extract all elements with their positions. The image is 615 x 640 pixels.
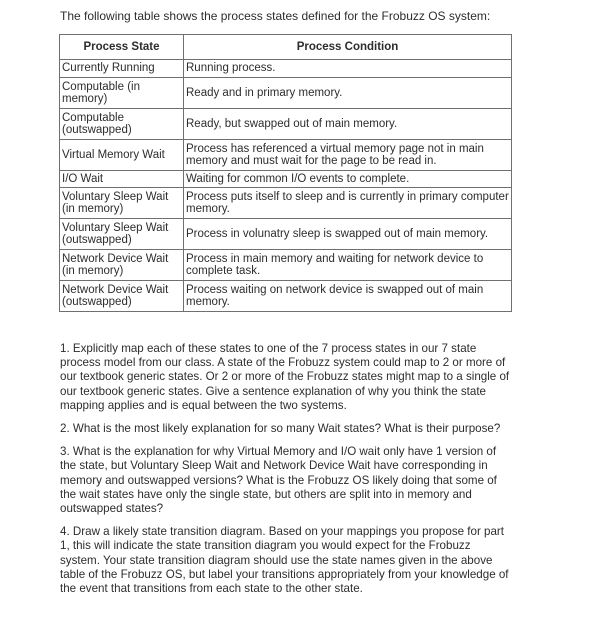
header-process-state: Process State bbox=[60, 35, 184, 60]
table-row bbox=[60, 109, 512, 140]
table-row bbox=[60, 188, 512, 219]
condition-cell: Process waiting on network device is swapped out of main memory. bbox=[184, 281, 512, 312]
table-row bbox=[60, 78, 512, 109]
condition-cell: Running process. bbox=[184, 60, 512, 78]
table-row bbox=[60, 60, 512, 78]
table-row bbox=[60, 281, 512, 312]
table-row bbox=[60, 140, 512, 171]
table-row bbox=[60, 171, 512, 188]
state-cell: Voluntary Sleep Wait (in memory) bbox=[60, 188, 184, 219]
intro-text: The following table shows the process states defined for the Frobuzz OS system: bbox=[60, 9, 491, 23]
state-cell: Network Device Wait (in memory) bbox=[60, 250, 184, 281]
questions-section bbox=[60, 342, 512, 605]
question-1: 1. Explicitly map each of these states to one of the 7 process states in our 7 state process model from our class. A state of the Frobuzz system could map to 2 or more of our textbook generic states. Or 2 or more of the Frobuzz states might map to a single of our textbook generic states. Give a sentence explanation of why you think the state mapping applies and is equal between the two systems. bbox=[60, 342, 510, 412]
condition-cell: Waiting for common I/O events to complete. bbox=[184, 171, 512, 188]
condition-cell: Process has referenced a virtual memory page not in main memory and must wait for the page to be read in. bbox=[184, 140, 512, 171]
header-process-condition: Process Condition bbox=[184, 35, 512, 60]
table-header-row bbox=[60, 35, 512, 60]
question-2: 2. What is the most likely explanation for so many Wait states? What is their purpose? bbox=[60, 422, 501, 436]
state-cell: Computable (outswapped) bbox=[60, 109, 184, 140]
condition-cell: Process in volunatry sleep is swapped out of main memory. bbox=[184, 219, 512, 250]
state-cell: Network Device Wait (outswapped) bbox=[60, 281, 184, 312]
table-row bbox=[60, 219, 512, 250]
state-cell: I/O Wait bbox=[60, 171, 184, 188]
state-cell: Voluntary Sleep Wait (outswapped) bbox=[60, 219, 184, 250]
condition-cell: Process in main memory and waiting for network device to complete task. bbox=[184, 250, 512, 281]
condition-cell: Process puts itself to sleep and is currently in primary computer memory. bbox=[184, 188, 512, 219]
condition-cell: Ready, but swapped out of main memory. bbox=[184, 109, 512, 140]
question-3: 3. What is the explanation for why Virtual Memory and I/O wait only have 1 version of the state, but Voluntary Sleep Wait and Network Device Wait have corresponding in memory and outswapped versions? What is the Frobuzz OS likely doing that some of the wait states have only the single state, but others are split into in memory and outswapped states? bbox=[60, 445, 497, 516]
state-cell: Virtual Memory Wait bbox=[60, 140, 184, 171]
question-4: 4. Draw a likely state transition diagram. Based on your mappings you propose for part 1, this will indicate the state transition diagram you would expect for the Frobuzz system. Your state transition diagram should use the state names given in the above table of the Frobuzz OS, but label your transitions appropriately from your knowledge of the event that transitions from each state to the other state. bbox=[60, 525, 509, 596]
table-row bbox=[60, 250, 512, 281]
condition-cell: Ready and in primary memory. bbox=[184, 78, 512, 109]
state-cell: Currently Running bbox=[60, 60, 184, 78]
process-states-table bbox=[59, 34, 512, 312]
state-cell: Computable (in memory) bbox=[60, 78, 184, 109]
